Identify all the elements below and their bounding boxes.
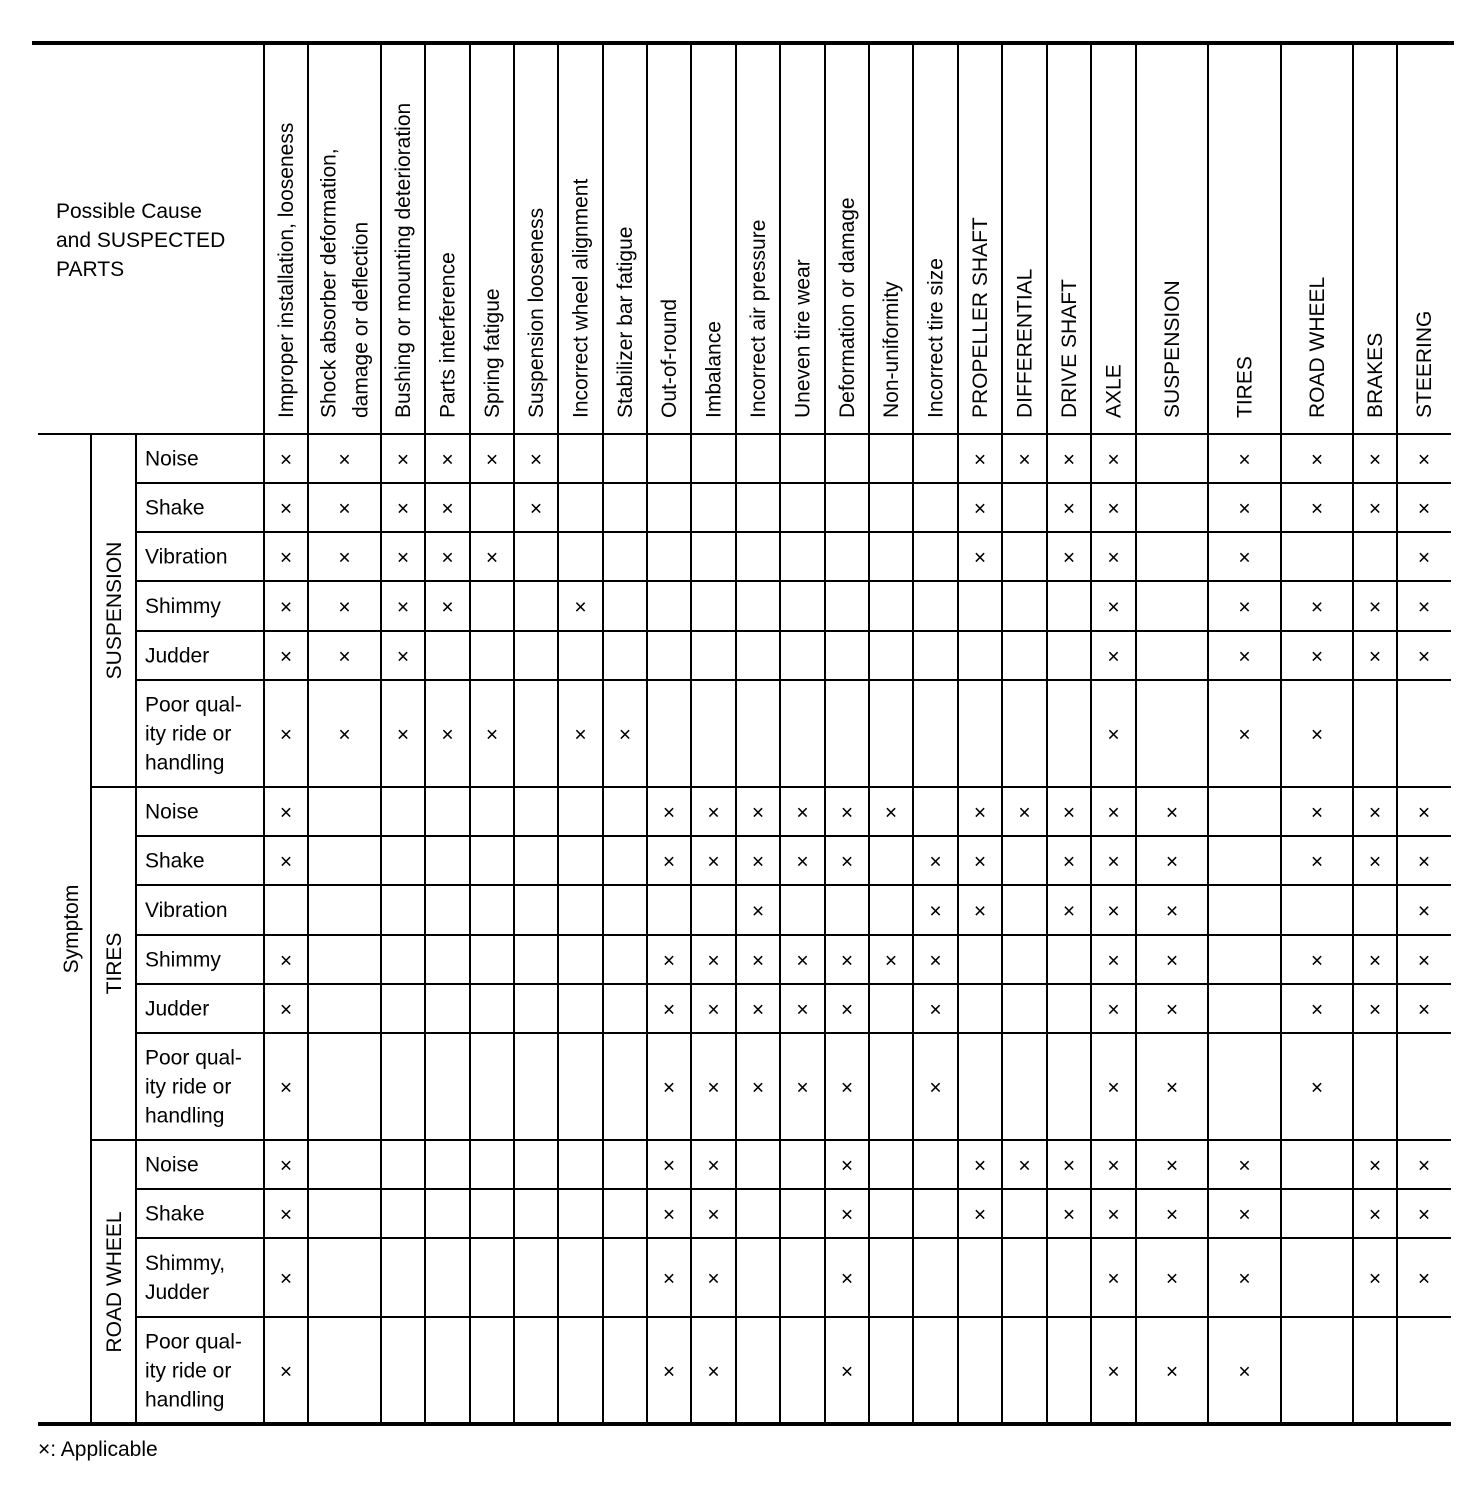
applicable-mark: ×	[1018, 1154, 1031, 1178]
symptom-label: Shimmy,	[145, 1252, 226, 1275]
applicable-mark: ×	[1107, 497, 1120, 521]
symptom-label: Shake	[145, 849, 205, 873]
applicable-mark: ×	[279, 1267, 293, 1291]
applicable-mark: ×	[1417, 1154, 1431, 1178]
applicable-mark: ×	[973, 546, 987, 570]
applicable-mark: ×	[1417, 645, 1431, 669]
applicable-mark: ×	[279, 949, 293, 973]
symptom-label: Judder	[145, 1281, 210, 1304]
applicable-mark: ×	[1368, 1203, 1382, 1227]
applicable-mark: ×	[441, 546, 454, 570]
column-header: Uneven tire wear	[791, 259, 815, 418]
applicable-mark: ×	[1310, 645, 1324, 669]
applicable-mark: ×	[338, 723, 351, 747]
applicable-mark: ×	[1062, 801, 1076, 825]
applicable-mark: ×	[279, 546, 293, 570]
applicable-mark: ×	[1107, 723, 1120, 747]
applicable-mark: ×	[1310, 1076, 1324, 1100]
column-header: Incorrect tire size	[924, 258, 948, 418]
applicable-mark: ×	[662, 1360, 676, 1384]
applicable-mark: ×	[441, 596, 454, 619]
applicable-mark: ×	[279, 1203, 293, 1227]
corner-label-line: Possible Cause	[56, 200, 202, 223]
applicable-mark: ×	[1238, 596, 1251, 619]
applicable-mark: ×	[751, 998, 765, 1022]
applicable-mark: ×	[279, 1360, 293, 1384]
applicable-mark: ×	[796, 1076, 809, 1100]
applicable-mark: ×	[1107, 1076, 1120, 1100]
applicable-mark: ×	[973, 1203, 987, 1227]
symptom-label: Shake	[145, 1202, 205, 1226]
applicable-mark: ×	[1107, 850, 1120, 874]
applicable-mark: ×	[1238, 448, 1251, 472]
applicable-mark: ×	[707, 1203, 720, 1227]
applicable-mark: ×	[1238, 645, 1251, 669]
applicable-mark: ×	[396, 546, 410, 570]
applicable-mark: ×	[1417, 1203, 1431, 1227]
applicable-mark: ×	[1062, 1154, 1076, 1178]
applicable-mark: ×	[1165, 1267, 1179, 1291]
applicable-mark: ×	[396, 497, 410, 521]
applicable-mark: ×	[973, 900, 987, 923]
applicable-mark: ×	[279, 801, 293, 825]
applicable-mark: ×	[1417, 949, 1431, 973]
applicable-mark: ×	[441, 448, 454, 472]
applicable-mark: ×	[707, 850, 720, 874]
row-axis-label: Symptom	[60, 884, 83, 974]
applicable-mark: ×	[751, 850, 765, 874]
applicable-mark: ×	[1417, 850, 1431, 874]
applicable-mark: ×	[1107, 900, 1120, 923]
symptom-label: Poor qual-	[145, 1046, 242, 1070]
applicable-mark: ×	[279, 448, 293, 472]
symptom-label: Noise	[145, 800, 199, 824]
symptom-label: ity ride or	[145, 722, 232, 746]
applicable-mark: ×	[973, 1154, 987, 1178]
symptom-label: handling	[145, 751, 225, 775]
applicable-mark: ×	[574, 723, 587, 747]
applicable-mark: ×	[338, 645, 351, 669]
applicable-mark: ×	[1062, 497, 1076, 521]
applicable-mark: ×	[1107, 949, 1120, 973]
applicable-mark: ×	[1238, 1360, 1251, 1384]
applicable-mark: ×	[973, 850, 987, 874]
applicable-mark: ×	[884, 801, 898, 825]
applicable-mark: ×	[840, 1267, 854, 1291]
column-header: BRAKES	[1364, 332, 1387, 418]
applicable-mark: ×	[884, 949, 898, 973]
applicable-mark: ×	[338, 596, 351, 619]
applicable-mark: ×	[1107, 645, 1120, 669]
column-header: DIFFERENTIAL	[1013, 268, 1037, 418]
applicable-mark: ×	[1165, 1076, 1179, 1100]
applicable-mark: ×	[1310, 801, 1324, 825]
applicable-mark: ×	[662, 1203, 676, 1227]
column-header: ROAD WHEEL	[1306, 276, 1329, 418]
column-header: Imbalance	[702, 321, 726, 418]
group-label: SUSPENSION	[103, 541, 126, 680]
applicable-mark: ×	[973, 448, 987, 472]
applicable-mark: ×	[662, 949, 676, 973]
applicable-mark: ×	[1310, 949, 1324, 973]
applicable-mark: ×	[1238, 723, 1251, 747]
column-header: PROPELLER SHAFT	[969, 217, 992, 418]
applicable-mark: ×	[1238, 1267, 1251, 1291]
applicable-mark: ×	[618, 723, 632, 747]
applicable-mark: ×	[1368, 1154, 1382, 1178]
column-header: Incorrect air pressure	[747, 219, 770, 418]
applicable-mark: ×	[707, 801, 720, 825]
symptom-label: Vibration	[145, 545, 228, 569]
symptom-label: Shimmy	[145, 595, 221, 618]
applicable-mark: ×	[1062, 850, 1076, 874]
symptom-label: Shake	[145, 496, 205, 520]
applicable-mark: ×	[662, 801, 676, 825]
applicable-mark: ×	[707, 998, 720, 1022]
applicable-mark: ×	[929, 949, 942, 973]
applicable-mark: ×	[1238, 546, 1251, 570]
applicable-mark: ×	[662, 1267, 676, 1291]
applicable-mark: ×	[707, 1267, 720, 1291]
symptom-label: ity ride or	[145, 1359, 232, 1383]
symptom-label: Judder	[145, 997, 210, 1021]
applicable-mark: ×	[662, 998, 676, 1022]
applicable-mark: ×	[1310, 850, 1324, 874]
applicable-mark: ×	[973, 497, 987, 521]
column-header: Bushing or mounting deterioration	[392, 102, 415, 418]
column-header: Deformation or damage	[836, 197, 859, 418]
applicable-mark: ×	[796, 949, 809, 973]
applicable-mark: ×	[485, 546, 499, 570]
applicable-mark: ×	[1417, 998, 1431, 1022]
applicable-mark: ×	[1165, 801, 1179, 825]
column-header: Shock absorber deformation,	[317, 148, 341, 418]
applicable-mark: ×	[441, 723, 454, 747]
applicable-mark: ×	[840, 850, 854, 874]
applicable-mark: ×	[707, 1076, 720, 1100]
group-label: TIRES	[103, 932, 126, 995]
applicable-mark: ×	[1310, 998, 1324, 1022]
applicable-mark: ×	[485, 448, 499, 472]
applicable-mark: ×	[1165, 900, 1179, 923]
symptom-label: ity ride or	[145, 1075, 232, 1099]
applicable-mark: ×	[1368, 949, 1382, 973]
applicable-mark: ×	[929, 998, 942, 1022]
applicable-mark: ×	[1062, 546, 1076, 570]
applicable-mark: ×	[279, 723, 293, 747]
applicable-mark: ×	[396, 596, 410, 619]
symptom-label: handling	[145, 1388, 225, 1412]
applicable-mark: ×	[796, 998, 809, 1022]
applicable-mark: ×	[707, 949, 720, 973]
applicable-mark: ×	[1107, 1267, 1120, 1291]
applicable-mark: ×	[1107, 1203, 1120, 1227]
applicable-mark: ×	[840, 1076, 854, 1100]
applicable-mark: ×	[1165, 998, 1179, 1022]
applicable-mark: ×	[529, 497, 543, 521]
applicable-mark: ×	[1310, 596, 1324, 619]
symptom-label: Vibration	[145, 899, 228, 922]
applicable-mark: ×	[1165, 949, 1179, 973]
applicable-mark: ×	[1368, 448, 1382, 472]
column-header: Spring fatigue	[481, 288, 504, 418]
applicable-mark: ×	[1107, 1360, 1120, 1384]
applicable-mark: ×	[338, 546, 351, 570]
column-header: STEERING	[1413, 310, 1436, 418]
applicable-mark: ×	[1368, 801, 1382, 825]
applicable-mark: ×	[1165, 1203, 1179, 1227]
applicable-mark: ×	[1417, 497, 1431, 521]
column-header: Stabilizer bar fatigue	[614, 226, 637, 418]
applicable-mark: ×	[1062, 900, 1076, 923]
column-header: Parts interference	[436, 252, 460, 418]
applicable-mark: ×	[840, 1154, 854, 1178]
applicable-mark: ×	[1018, 448, 1031, 472]
symptom-label: handling	[145, 1104, 225, 1128]
applicable-mark: ×	[840, 1203, 854, 1227]
column-header: TIRES	[1233, 356, 1257, 418]
applicable-mark: ×	[751, 900, 765, 923]
applicable-mark: ×	[1417, 546, 1431, 570]
applicable-mark: ×	[1310, 448, 1324, 472]
applicable-mark: ×	[707, 1154, 720, 1178]
applicable-mark: ×	[1238, 497, 1251, 521]
symptom-label: Shimmy	[145, 948, 221, 972]
applicable-mark: ×	[796, 850, 809, 874]
applicable-mark: ×	[1165, 1154, 1179, 1178]
applicable-mark: ×	[1368, 1267, 1382, 1291]
applicable-mark: ×	[662, 1154, 676, 1178]
applicable-mark: ×	[1417, 448, 1431, 472]
applicable-mark: ×	[1368, 497, 1382, 521]
applicable-mark: ×	[279, 1076, 293, 1100]
applicable-mark: ×	[840, 801, 854, 825]
applicable-mark: ×	[1310, 497, 1324, 521]
applicable-mark: ×	[338, 448, 351, 472]
column-header: damage or deflection	[349, 221, 373, 418]
applicable-mark: ×	[279, 1154, 293, 1178]
applicable-mark: ×	[1107, 998, 1120, 1022]
applicable-mark: ×	[1107, 546, 1120, 570]
applicable-mark: ×	[279, 645, 293, 669]
applicable-mark: ×	[396, 723, 410, 747]
applicable-mark: ×	[485, 723, 499, 747]
applicable-mark: ×	[574, 596, 587, 619]
column-header: AXLE	[1102, 364, 1126, 418]
applicable-mark: ×	[1107, 801, 1120, 825]
applicable-mark: ×	[1107, 596, 1120, 619]
symptom-label: Poor qual-	[145, 1330, 242, 1354]
applicable-mark: ×	[1062, 448, 1076, 472]
symptom-label: Noise	[145, 1153, 199, 1177]
applicable-mark: ×	[1417, 900, 1431, 923]
applicable-mark: ×	[1417, 1267, 1431, 1291]
applicable-mark: ×	[1310, 723, 1324, 747]
applicable-mark: ×	[529, 448, 543, 472]
column-header: Incorrect wheel alignment	[569, 178, 593, 418]
symptom-label: Noise	[145, 447, 199, 471]
applicable-mark: ×	[1018, 801, 1031, 825]
applicable-mark: ×	[1165, 850, 1179, 874]
applicable-mark: ×	[1238, 1203, 1251, 1227]
applicable-mark: ×	[929, 1076, 942, 1100]
applicable-mark: ×	[662, 1076, 676, 1100]
applicable-mark: ×	[751, 949, 765, 973]
applicable-mark: ×	[279, 998, 293, 1022]
applicable-mark: ×	[662, 850, 676, 874]
applicable-mark: ×	[840, 1360, 854, 1384]
column-header: SUSPENSION	[1161, 280, 1184, 418]
applicable-mark: ×	[441, 497, 454, 521]
applicable-mark: ×	[929, 850, 942, 874]
symptom-label: Judder	[145, 644, 210, 668]
corner-label-line: PARTS	[56, 258, 125, 281]
applicable-mark: ×	[1238, 1154, 1251, 1178]
symptom-label: Poor qual-	[145, 693, 242, 717]
applicable-mark: ×	[1107, 448, 1120, 472]
applicable-mark: ×	[1368, 596, 1382, 619]
applicable-mark: ×	[279, 497, 293, 521]
applicable-mark: ×	[1368, 998, 1382, 1022]
applicable-mark: ×	[840, 949, 854, 973]
column-header: DRIVE SHAFT	[1058, 279, 1081, 418]
applicable-mark: ×	[1417, 801, 1431, 825]
applicable-mark: ×	[338, 497, 351, 521]
corner-label-line: and SUSPECTED	[56, 229, 226, 252]
applicable-mark: ×	[751, 801, 765, 825]
applicable-mark: ×	[396, 448, 410, 472]
applicable-mark: ×	[1165, 1360, 1179, 1384]
column-header: Suspension looseness	[525, 207, 548, 418]
footnote-legend: ×: Applicable	[38, 1438, 158, 1461]
column-header: Improper installation, looseness	[275, 122, 298, 418]
applicable-mark: ×	[1062, 1203, 1076, 1227]
applicable-mark: ×	[1368, 850, 1382, 874]
applicable-mark: ×	[796, 801, 809, 825]
column-header: Out-of-round	[658, 298, 681, 418]
applicable-mark: ×	[279, 850, 293, 874]
applicable-mark: ×	[973, 801, 987, 825]
applicable-mark: ×	[1107, 1154, 1120, 1178]
applicable-mark: ×	[1368, 645, 1382, 669]
applicable-mark: ×	[1417, 596, 1431, 619]
applicable-mark: ×	[840, 998, 854, 1022]
applicable-mark: ×	[396, 645, 410, 669]
applicable-mark: ×	[707, 1360, 720, 1384]
applicable-mark: ×	[929, 900, 942, 923]
applicable-mark: ×	[751, 1076, 765, 1100]
applicable-mark: ×	[279, 596, 293, 619]
group-label: ROAD WHEEL	[103, 1211, 126, 1353]
column-header: Non-uniformity	[880, 281, 903, 418]
